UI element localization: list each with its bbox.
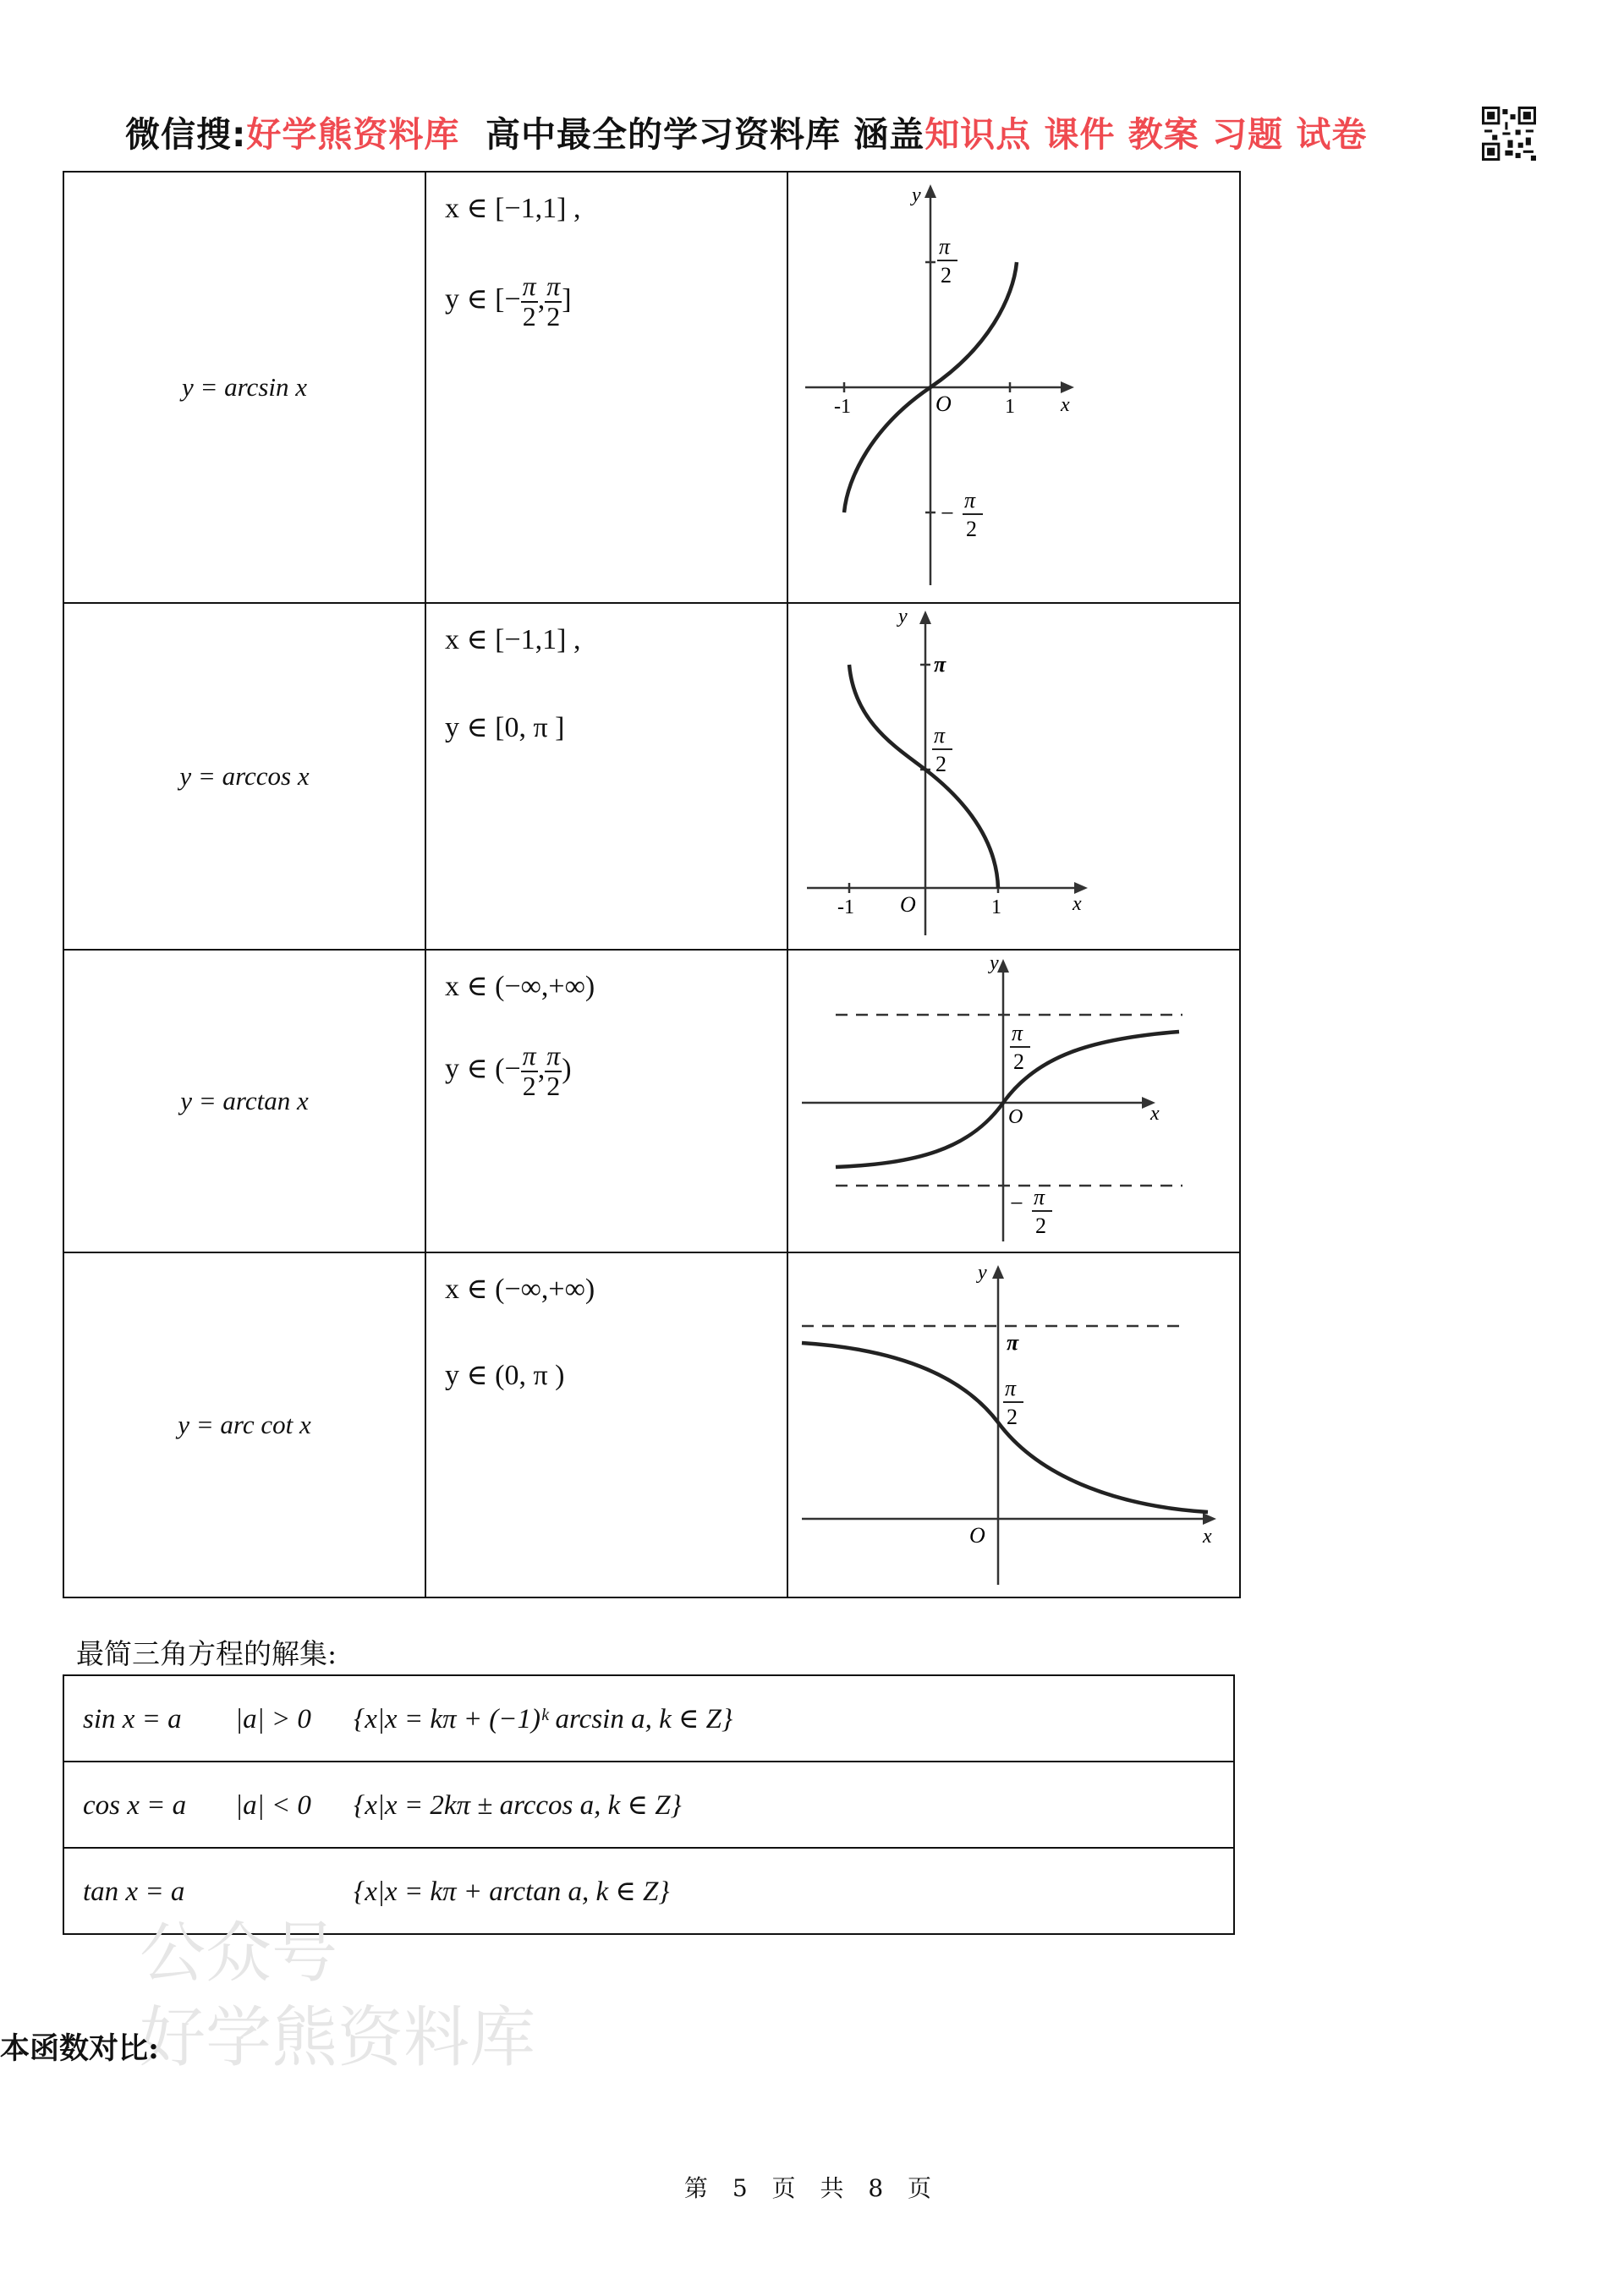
function-cell (63, 603, 425, 950)
fraction (521, 272, 538, 331)
equation-cell (63, 1762, 1234, 1848)
tick-label: − (1010, 1191, 1023, 1217)
tick-label: π (1012, 1021, 1023, 1045)
y-axis-label: y (912, 184, 921, 206)
graph-cell (787, 1252, 1240, 1597)
tick-label: 1 (1005, 396, 1015, 418)
fraction (545, 272, 562, 331)
arcsin-graph (788, 173, 1237, 599)
table-row (63, 1762, 1234, 1848)
section-heading: 本函数对比: (0, 2031, 159, 2066)
x-axis-label: x (1203, 1526, 1212, 1548)
domain-range-cell (425, 172, 787, 603)
tick-label: 2 (1007, 1405, 1018, 1429)
tick-label: − (941, 501, 954, 527)
tick-label: π (934, 652, 946, 677)
fraction-numerator: π (546, 1040, 561, 1071)
domain-range-cell (425, 1252, 787, 1597)
table-row (63, 1675, 1234, 1762)
x-axis-label: x (1150, 1103, 1160, 1125)
range-separator: , (537, 283, 546, 315)
fraction (545, 1042, 562, 1100)
watermark-line: 公众号 (140, 1915, 338, 1992)
function-formula: y = arccos x (179, 761, 310, 791)
tick-label: π (1034, 1185, 1045, 1209)
tick-label: π (964, 488, 976, 512)
fraction-denominator: 2 (546, 300, 561, 332)
graph-cell (787, 172, 1240, 603)
watermark-line: 好学熊资料库 (140, 2000, 536, 2076)
watermark (140, 1911, 535, 2080)
tick-label: 2 (941, 263, 952, 288)
equation: sin x = a (83, 1704, 182, 1734)
function-cell (63, 1252, 425, 1597)
function-formula: y = arc cot x (178, 1410, 311, 1439)
tick-label: π (934, 723, 946, 748)
fraction (521, 1042, 538, 1100)
equation-cell (63, 1675, 1234, 1762)
banner-prefix: 微信搜: (125, 114, 247, 155)
origin-label: O (1008, 1106, 1023, 1128)
table-row (63, 603, 1240, 950)
arctan-curve (836, 1032, 1179, 1167)
tick-label: 2 (935, 752, 946, 776)
function-formula: y = arcsin x (181, 372, 308, 402)
range-suffix: ) (562, 1053, 572, 1085)
x-axis-label: x (1073, 893, 1082, 915)
fraction-numerator: π (522, 1040, 536, 1071)
function-formula: y = arctan x (180, 1086, 309, 1115)
equation: tan x = a (83, 1877, 185, 1907)
y-axis-label: y (990, 952, 999, 974)
qr-code-icon (1482, 107, 1536, 161)
tick-label: π (1005, 1376, 1017, 1400)
equations-table (63, 1674, 1235, 1935)
y-axis-label: y (978, 1262, 987, 1284)
range-text (445, 272, 572, 331)
solution-set: {x|x = kπ + arctan a, k ∈ Z} (354, 1877, 670, 1907)
banner-brand: 好学熊资料库 (246, 114, 460, 155)
fraction-numerator: π (546, 271, 561, 301)
domain-text: x ∈ (−∞,+∞) (445, 1274, 595, 1305)
range-prefix: y ∈ (− (445, 1053, 521, 1085)
condition: |a| < 0 (235, 1790, 311, 1821)
domain-range-cell (425, 603, 787, 950)
top-banner (125, 107, 1555, 162)
page-footer: 第 5 页 共 8 页 (683, 2174, 941, 2202)
condition: |a| > 0 (235, 1704, 311, 1734)
tick-label: -1 (837, 896, 854, 918)
origin-label: O (935, 392, 952, 416)
domain-text: x ∈ [−1,1] , (445, 624, 581, 655)
range-suffix: ] (562, 283, 572, 315)
equations-title: 最简三角方程的解集: (76, 1637, 337, 1670)
graph-cell (787, 603, 1240, 950)
function-cell (63, 172, 425, 603)
inverse-trig-table (63, 171, 1241, 1598)
banner-categories: 知识点 课件 教案 习题 试卷 (924, 114, 1368, 155)
fraction-numerator: π (522, 271, 536, 301)
tick-label: 2 (1035, 1214, 1046, 1238)
arccos-graph (788, 604, 1237, 945)
range-text: y ∈ (0, π ) (445, 1360, 565, 1391)
tick-label: π (939, 234, 951, 259)
tick-label: π (1007, 1330, 1019, 1355)
arccos-curve (849, 665, 998, 888)
table-row (63, 950, 1240, 1252)
y-axis-label: y (898, 606, 908, 627)
graph-cell (787, 950, 1240, 1252)
range-text (445, 1042, 572, 1100)
tick-label: 2 (966, 517, 977, 541)
x-axis-label: x (1061, 394, 1070, 416)
domain-text: x ∈ [−1,1] , (445, 193, 581, 224)
tick-label: 1 (991, 896, 1001, 918)
range-prefix: y ∈ [− (445, 283, 521, 315)
range-text: y ∈ [0, π ] (445, 712, 565, 743)
origin-label: O (969, 1523, 985, 1548)
arccot-graph (788, 1253, 1237, 1593)
table-row (63, 1252, 1240, 1597)
tick-label: 2 (1013, 1049, 1024, 1074)
origin-label: O (900, 892, 916, 917)
fraction-denominator: 2 (522, 1070, 536, 1101)
domain-range-cell (425, 950, 787, 1252)
table-row (63, 172, 1240, 603)
solution-set: {x|x = kπ + (−1)ᵏ arcsin a, k ∈ Z} (354, 1704, 733, 1734)
fraction-denominator: 2 (546, 1070, 561, 1101)
arccot-curve (802, 1343, 1208, 1512)
fraction-denominator: 2 (522, 300, 536, 332)
equation: cos x = a (83, 1790, 187, 1821)
function-cell (63, 950, 425, 1252)
arctan-graph (788, 951, 1237, 1248)
range-separator: , (537, 1053, 546, 1085)
domain-text: x ∈ (−∞,+∞) (445, 971, 595, 1002)
solution-set: {x|x = 2kπ ± arccos a, k ∈ Z} (354, 1790, 682, 1821)
banner-slogan: 高中最全的学习资料库 涵盖 (485, 114, 925, 155)
tick-label: -1 (834, 396, 851, 418)
